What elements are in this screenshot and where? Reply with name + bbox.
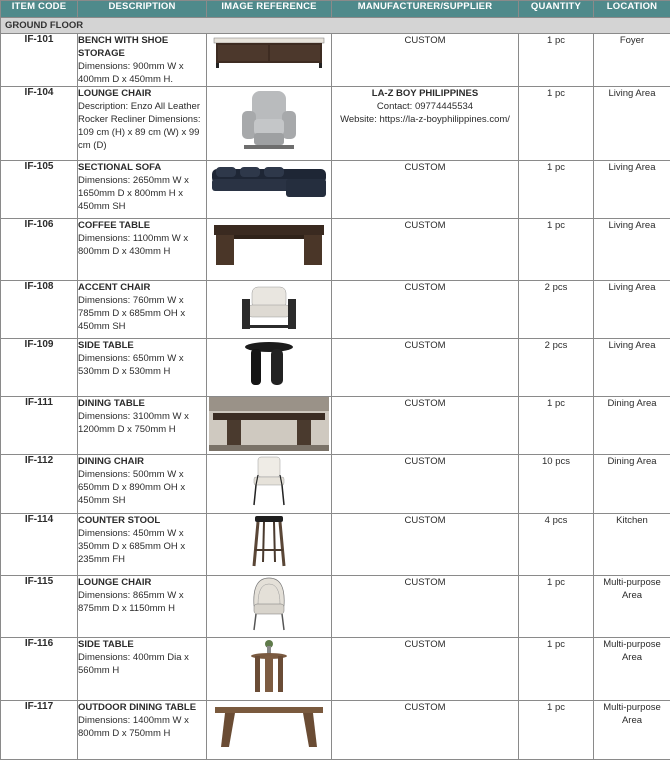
item-description [78, 701, 207, 760]
item-code: IF-112 [1, 455, 78, 514]
table-row [1, 161, 670, 219]
quantity-cell: 1 pc [519, 219, 594, 281]
manufacturer-name: LA-Z BOY PHILIPPINES [371, 88, 479, 99]
sofa-icon [210, 161, 328, 199]
item-name: COUNTER STOOL [78, 515, 161, 526]
table-row [1, 397, 670, 455]
quantity-cell: 1 pc [519, 638, 594, 701]
item-dimensions: Dimensions: 650mm W x 530mm D x 530mm H [78, 353, 184, 377]
manufacturer-name: CUSTOM [404, 162, 446, 173]
recliner-icon [234, 87, 304, 153]
header-location: LOCATION [594, 1, 670, 18]
manufacturer-name: CUSTOM [404, 702, 446, 713]
item-code: IF-115 [1, 576, 78, 638]
image-reference-cell [207, 87, 332, 161]
quantity-cell: 2 pcs [519, 339, 594, 397]
item-code: IF-106 [1, 219, 78, 281]
item-dimensions: Dimensions: 865mm W x 875mm D x 1150mm H [78, 590, 184, 614]
manufacturer-name: CUSTOM [404, 220, 446, 231]
header-row [1, 1, 670, 18]
item-description [78, 638, 207, 701]
outdoor-lounge-chair-icon [244, 576, 294, 632]
item-code: IF-116 [1, 638, 78, 701]
item-dimensions: Dimensions: 400mm Dia x 560mm H [78, 652, 189, 676]
item-name: SIDE TABLE [78, 639, 134, 650]
item-dimensions: Dimensions: 900mm W x 400mm D x 450mm H. [78, 61, 184, 85]
item-description [78, 576, 207, 638]
table-row [1, 34, 670, 87]
header-manufacturer: MANUFACTURER/SUPPLIER [332, 1, 519, 18]
location-cell: Living Area [594, 281, 670, 339]
manufacturer-name: CUSTOM [404, 515, 446, 526]
location-cell: Living Area [594, 339, 670, 397]
image-reference-cell [207, 34, 332, 87]
image-reference-cell [207, 161, 332, 219]
manufacturer-cell [332, 34, 519, 87]
header-item-code: ITEM CODE [1, 1, 78, 18]
image-reference-cell [207, 638, 332, 701]
header-image-reference: IMAGE REFERENCE [207, 1, 332, 18]
table-row [1, 87, 670, 161]
manufacturer-cell [332, 397, 519, 455]
manufacturer-cell [332, 701, 519, 760]
location-cell: Living Area [594, 219, 670, 281]
item-name: OUTDOOR DINING TABLE [78, 702, 197, 713]
manufacturer-name: CUSTOM [404, 577, 446, 588]
outdoor-dining-table-icon [211, 701, 327, 751]
item-description [78, 339, 207, 397]
location-cell: Dining Area [594, 455, 670, 514]
location-cell: Multi-purpose Area [594, 638, 670, 701]
location-cell: Kitchen [594, 514, 670, 576]
manufacturer-name: CUSTOM [404, 340, 446, 351]
quantity-cell: 1 pc [519, 34, 594, 87]
manufacturer-contact: Contact: 09774445534 [376, 101, 474, 112]
item-description [78, 397, 207, 455]
item-code: IF-101 [1, 34, 78, 87]
manufacturer-cell [332, 219, 519, 281]
manufacturer-cell [332, 514, 519, 576]
location-cell: Living Area [594, 87, 670, 161]
manufacturer-name: CUSTOM [404, 35, 446, 46]
table-row [1, 339, 670, 397]
location-cell: Dining Area [594, 397, 670, 455]
quantity-cell: 1 pc [519, 701, 594, 760]
item-code: IF-104 [1, 87, 78, 161]
stool-icon [247, 514, 291, 568]
item-name: COFFEE TABLE [78, 220, 151, 231]
manufacturer-name: CUSTOM [404, 282, 446, 293]
item-name: SIDE TABLE [78, 340, 134, 351]
table-row [1, 219, 670, 281]
item-code: IF-114 [1, 514, 78, 576]
manufacturer-cell [332, 455, 519, 514]
quantity-cell: 4 pcs [519, 514, 594, 576]
item-name: SECTIONAL SOFA [78, 162, 162, 173]
image-reference-cell [207, 701, 332, 760]
manufacturer-cell [332, 638, 519, 701]
item-name: DINING TABLE [78, 398, 145, 409]
accent-chair-icon [236, 281, 302, 333]
item-dimensions: Dimensions: 760mm W x 785mm D x 685mm OH x 450mm SH [78, 295, 186, 332]
manufacturer-cell [332, 87, 519, 161]
dining-table-icon [209, 397, 329, 451]
manufacturer-name: CUSTOM [404, 456, 446, 467]
table-row [1, 701, 670, 760]
table-row [1, 455, 670, 514]
item-code: IF-117 [1, 701, 78, 760]
item-dimensions: Dimensions: 1400mm W x 800mm D x 750mm H [78, 715, 189, 739]
section-title: GROUND FLOOR [1, 18, 670, 34]
manufacturer-cell [332, 339, 519, 397]
item-dimensions: Dimensions: 500mm W x 650mm D x 890mm OH x 450mm SH [78, 469, 186, 506]
header-quantity: QUANTITY [519, 1, 594, 18]
item-description [78, 161, 207, 219]
item-code: IF-109 [1, 339, 78, 397]
location-cell: Multi-purpose Area [594, 701, 670, 760]
item-description [78, 514, 207, 576]
item-name: LOUNGE CHAIR [78, 577, 152, 588]
location-cell: Foyer [594, 34, 670, 87]
manufacturer-cell [332, 576, 519, 638]
manufacturer-name: CUSTOM [404, 639, 446, 650]
quantity-cell: 1 pc [519, 576, 594, 638]
dining-chair-icon [244, 455, 294, 507]
item-code: IF-108 [1, 281, 78, 339]
manufacturer-cell [332, 281, 519, 339]
quantity-cell: 1 pc [519, 161, 594, 219]
side-table-icon [241, 339, 297, 389]
item-description [78, 281, 207, 339]
round-side-table-icon [247, 638, 291, 694]
item-description [78, 87, 207, 161]
image-reference-cell [207, 397, 332, 455]
section-row [1, 18, 670, 34]
item-dimensions: Dimensions: 1100mm W x 800mm D x 430mm H [78, 233, 189, 257]
quantity-cell: 10 pcs [519, 455, 594, 514]
table-row [1, 514, 670, 576]
image-reference-cell [207, 455, 332, 514]
table-row [1, 281, 670, 339]
item-name: DINING CHAIR [78, 456, 144, 467]
coffee-table-icon [210, 219, 328, 269]
item-code: IF-111 [1, 397, 78, 455]
table-row [1, 638, 670, 701]
bench-icon [210, 34, 328, 70]
image-reference-cell [207, 219, 332, 281]
item-dimensions: Dimensions: 450mm W x 350mm D x 685mm OH x 235mm FH [78, 528, 186, 565]
header-description: DESCRIPTION [78, 1, 207, 18]
item-dimensions: Dimensions: 2650mm W x 1650mm D x 800mm H x 450mm SH [78, 175, 189, 212]
item-name: BENCH WITH SHOE STORAGE [78, 35, 169, 59]
quantity-cell: 1 pc [519, 397, 594, 455]
quantity-cell: 1 pc [519, 87, 594, 161]
manufacturer-name: CUSTOM [404, 398, 446, 409]
location-cell: Multi-purpose Area [594, 576, 670, 638]
quantity-cell: 2 pcs [519, 281, 594, 339]
item-dimensions: Dimensions: 3100mm W x 1200mm D x 750mm H [78, 411, 189, 435]
image-reference-cell [207, 281, 332, 339]
item-description [78, 34, 207, 87]
item-code: IF-105 [1, 161, 78, 219]
image-reference-cell [207, 514, 332, 576]
item-dimensions: Description: Enzo All Leather Rocker Recliner Dimensions: 109 cm (H) x 89 cm (W) x 99 cm (D) [78, 101, 201, 151]
image-reference-cell [207, 576, 332, 638]
manufacturer-cell [332, 161, 519, 219]
item-description [78, 219, 207, 281]
item-name: LOUNGE CHAIR [78, 88, 152, 99]
item-name: ACCENT CHAIR [78, 282, 151, 293]
manufacturer-website: Website: https://la-z-boyphilippines.com/ [340, 114, 510, 125]
table-row [1, 576, 670, 638]
item-description [78, 455, 207, 514]
location-cell: Living Area [594, 161, 670, 219]
image-reference-cell [207, 339, 332, 397]
